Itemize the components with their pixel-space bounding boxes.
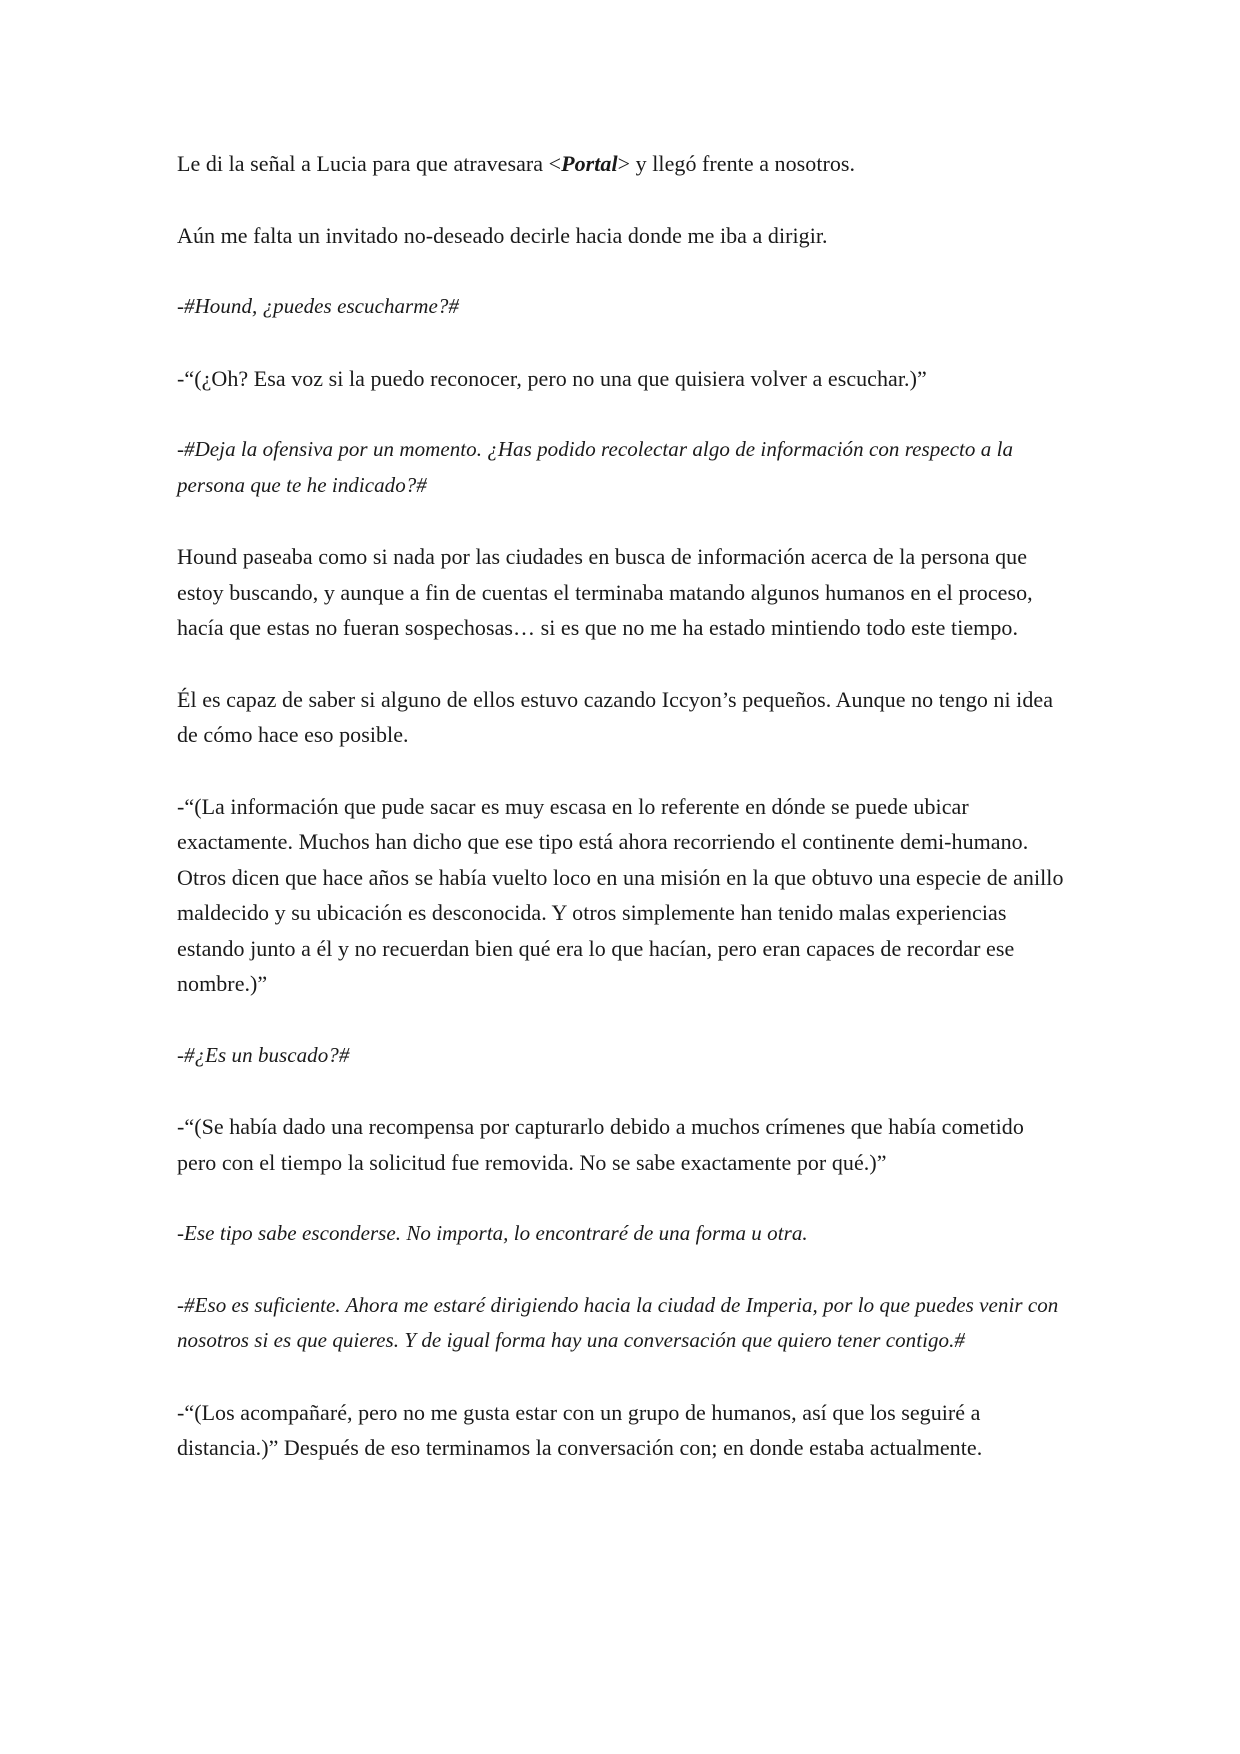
paragraph-italic: -#Eso es suficiente. Ahora me estaré dirigiendo hacia la ciudad de Imperia, por lo que puedes venir con nosotros si es que quieres. Y de igual forma hay una conversación que quiero tener contigo.# xyxy=(177,1292,1059,1352)
paragraph-text-before: Le di la señal a Lucia para que atravesara < xyxy=(177,151,562,176)
paragraph-italic: -Ese tipo sabe esconderse. No importa, lo encontraré de una forma u otra. xyxy=(177,1221,808,1245)
paragraph: -“(Los acompañaré, pero no me gusta estar con un grupo de humanos, así que los seguiré a distancia.)” Después de eso terminamos la conversación con; en donde estaba actualmente. xyxy=(177,1399,983,1460)
paragraph: -“(¿Oh? Esa voz si la puedo reconocer, pero no una que quisiera volver a escuchar.)” xyxy=(177,365,927,391)
document-body xyxy=(177,146,1067,1502)
paragraph: Hound paseaba como si nada por las ciudades en busca de información acerca de la persona que estoy buscando, y aunque a fin de cuentas el terminaba matando algunos humanos en el proceso, hacía que estas no fueran sospechosas… si es que no me ha estado mintiendo todo este tiempo. xyxy=(177,544,1033,640)
paragraph-portal xyxy=(177,146,1067,182)
paragraph: -“(Se había dado una recompensa por capturarlo debido a muchos crímenes que había cometido pero con el tiempo la solicitud fue removida. No se sabe exactamente por qué.)” xyxy=(177,1114,1024,1175)
paragraph-italic: -#¿Es un buscado?# xyxy=(177,1042,350,1067)
paragraph-text-after: > y llegó frente a nosotros. xyxy=(617,151,856,176)
portal-emphasis: Portal xyxy=(561,151,618,176)
paragraph-italic: -#Deja la ofensiva por un momento. ¿Has podido recolectar algo de información con respecto a la persona que te he indicado?# xyxy=(177,437,1014,497)
paragraph-italic: -#Hound, ¿puedes escucharme?# xyxy=(177,294,459,318)
paragraph: -“(La información que pude sacar es muy escasa en lo referente en dónde se puede ubicar exactamente. Muchos han dicho que ese tipo está ahora recorriendo el continente demi-humano. Otros dicen que hace años se había vuelto loco en una misión en la que obtuvo una especie de anillo maldecido y su ubicación es desconocida. Y otros simplemente han tenido malas experiencias estando junto a él y no recuerdan bien qué era lo que hacían, pero eran capaces de recordar ese nombre.)” xyxy=(177,793,1064,996)
paragraph: Él es capaz de saber si alguno de ellos estuvo cazando Iccyon’s pequeños. Aunque no tengo ni idea de cómo hace eso posible. xyxy=(177,686,1054,747)
paragraph: Aún me falta un invitado no-deseado decirle hacia donde me iba a dirigir. xyxy=(177,222,828,248)
